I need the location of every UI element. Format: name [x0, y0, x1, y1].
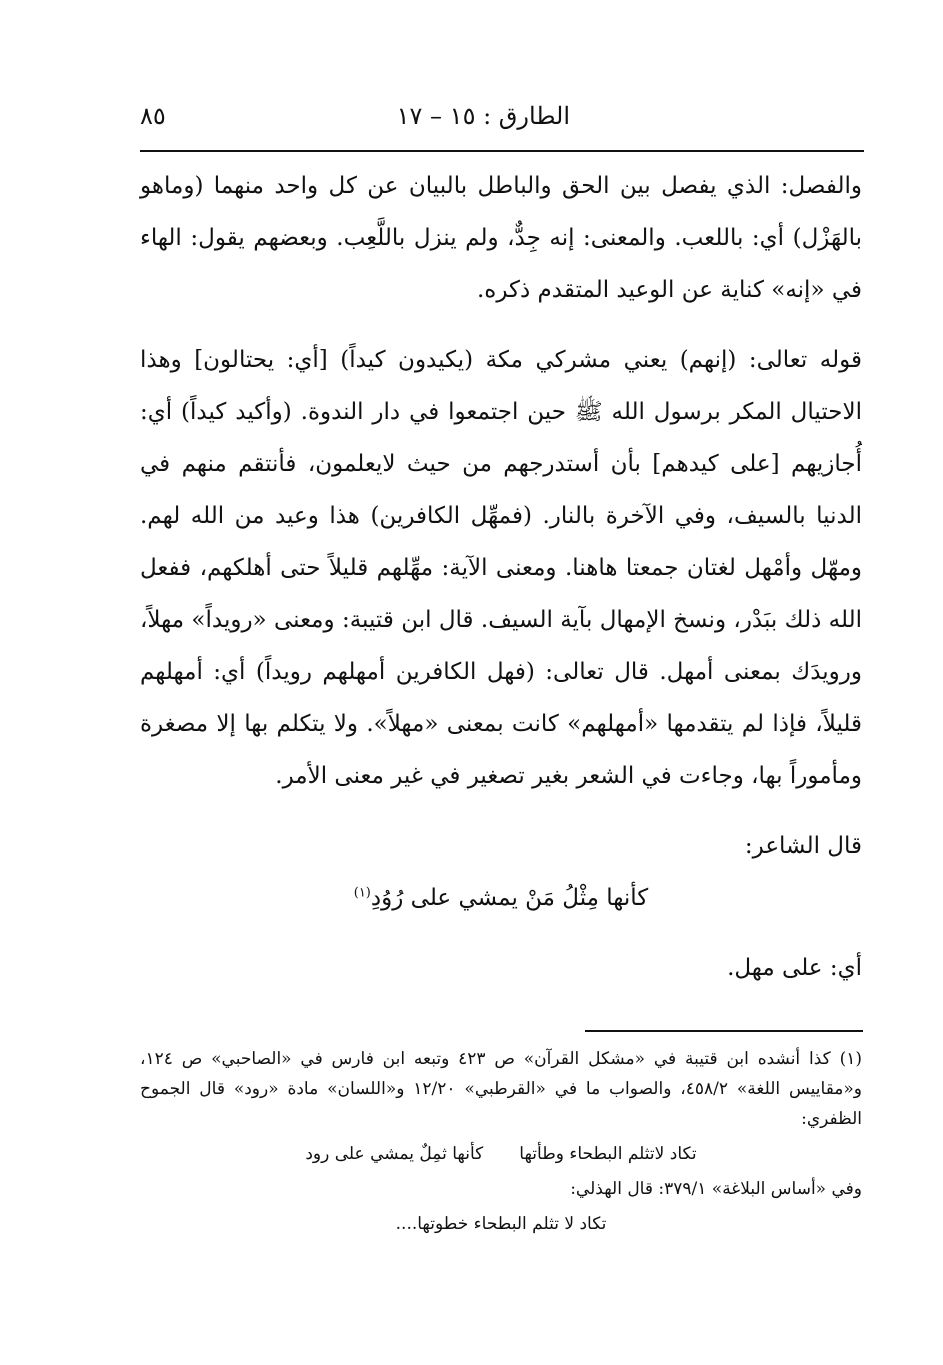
verse-text: كأنها مِثْلُ مَنْ يمشي على رُوُدِ [370, 885, 649, 911]
page-number: ٨٥ [140, 102, 166, 130]
paragraph-gap [140, 316, 862, 334]
footnote-rule [585, 1030, 863, 1032]
paragraph-4: أي: على مهل. [727, 955, 862, 981]
paragraph-1: والفصل: الذي يفصل بين الحق والباطل بالبيان عن كل واحد منهما (وماهو بالهَزْل) أي: باللعب. والمعنى: إنه جِدٌّ، ولم ينزل باللَّعِب. وبعضهم يقول: الهاء في «إنه» كناية عن الوعيد المتقدم ذكره. [140, 173, 862, 303]
paragraph-3: قال الشاعر: [744, 833, 862, 859]
paragraph-2: قوله تعالى: (إنهم) يعني مشركي مكة (يكيدون كيداً) [أي: يحتالون] وهذا الاحتيال المكر برسول الله ﷺ حين اجتمعوا في دار الندوة. (وأكيد كيداً) أي: أُجازيهم [على كيدهم] بأن أستدرجهم من حيث لايعلمون، فأنتقم منهم في الدنيا بالسيف، وفي الآخرة بالنار. (فمهِّل الكافرين) هذا وعيد من الله لهم. ومهّل وأمْهل لغتان جمعتا هاهنا. ومعنى الآية: مهِّلهم قليلاً حتى أهلكهم، ففعل الله ذلك ببَدْر، ونسخ الإمهال بآية السيف. قال ابن قتيبة: ومعنى «رويداً» مهلاً، ورويدَك بمعنى أمهل. قال تعالى: (فهل الكافرين أمهلهم رويداً) أي: أمهلهم قليلاً، فإذا لم يتقدمها «أمهلهم» كانت بمعنى «مهلاً». ولا يتكلم بها إلا مصغرة ومأموراً بها، وجاءت في الشعر بغير تصغير في غير معنى الأمر. [140, 347, 862, 789]
verse-hemistich-1: تكاد لاتثلم البطحاء وطأتها [519, 1144, 697, 1164]
footnotes [140, 1044, 862, 1244]
header-rule [140, 150, 864, 152]
footnote-verse-2: تكاد لا تثلم البطحاء خطوتها.... [395, 1214, 607, 1234]
footnote-line-2: وفي «أساس البلاغة» ٣٧٩/١: قال الهذلي: [570, 1179, 862, 1199]
footnote-1: (١) كذا أنشده ابن قتيبة في «مشكل القرآن» ص ٤٢٣ وتبعه ابن فارس في «الصاحبي» ص ١٢٤، و«مقاييس اللغة» ٤٥٨/٢، والصواب ما في «القرطبي» ١٢/٢٠ و«اللسان» مادة «رود» قال الجموح الظفري: [140, 1049, 863, 1129]
page-header [140, 96, 860, 146]
paragraph-gap [140, 924, 862, 942]
paragraph-gap [140, 802, 862, 820]
verse-hemistich-2: كأنها ثمِلٌ يمشي على رود [305, 1144, 484, 1164]
main-text [140, 160, 862, 994]
footnote-verse-1 [140, 1134, 862, 1174]
poetry-verse [140, 872, 862, 924]
footnote-mark: (١) [353, 885, 371, 901]
running-head: الطارق : ١٥ – ١٧ [396, 102, 570, 130]
